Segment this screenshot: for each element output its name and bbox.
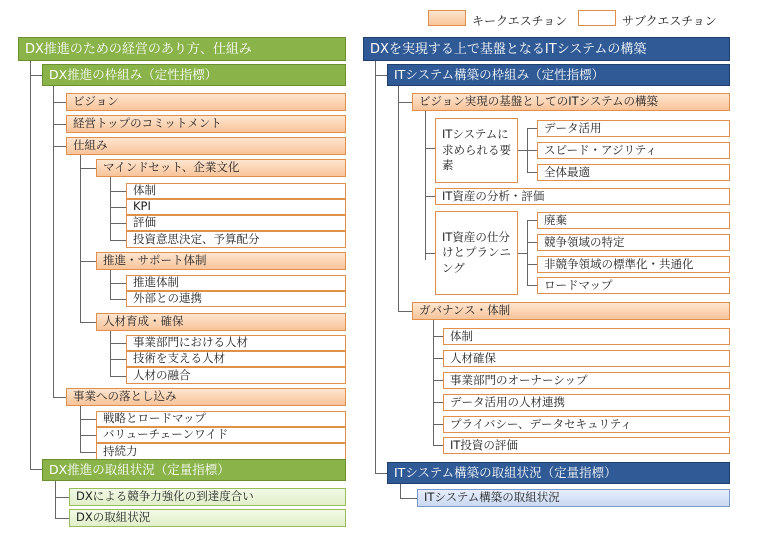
connector-line	[110, 299, 126, 300]
connector-line	[527, 285, 537, 286]
connector-line	[527, 220, 528, 285]
left-talent-item: 技術を支える人材	[126, 351, 346, 367]
right-governance-item: 人材確保	[443, 350, 730, 367]
connector-line	[30, 75, 42, 76]
connector-line	[110, 283, 126, 284]
connector-line	[110, 191, 126, 192]
left-business-item: バリューチェーンワイド	[96, 427, 346, 443]
left-business-item: 持続力	[96, 443, 346, 460]
connector-line	[518, 150, 527, 151]
connector-line	[110, 207, 126, 208]
right-planning-item: 競争領域の特定	[537, 234, 730, 251]
connector-line	[53, 397, 66, 398]
connector-line	[433, 336, 443, 337]
connector-line	[80, 155, 81, 322]
right-foundation: ビジョン実現の基盤としてのITシステムの構築	[412, 93, 730, 111]
connector-line	[80, 419, 96, 420]
connector-line	[375, 61, 376, 473]
connector-line	[398, 86, 399, 311]
left-support-item: 外部との連携	[126, 291, 346, 307]
left-talent-item: 事業部門における人材	[126, 335, 346, 351]
right-governance-item: プライバシー、データセキュリティ	[443, 416, 730, 433]
connector-line	[30, 469, 42, 470]
left-support-item: 推進体制	[126, 275, 346, 291]
connector-line	[375, 75, 387, 76]
left-mindset-item: 投資意思決定、予算配分	[126, 231, 346, 248]
connector-line	[433, 424, 443, 425]
connector-line	[53, 86, 54, 397]
connector-line	[527, 128, 537, 129]
connector-line	[527, 264, 537, 265]
connector-line	[433, 402, 443, 403]
connector-line	[518, 253, 527, 254]
right-governance-item: 体制	[443, 328, 730, 345]
connector-line	[55, 497, 69, 498]
right-governance-item: 事業部門のオーナーシップ	[443, 372, 730, 389]
connector-line	[110, 331, 111, 376]
connector-line	[110, 359, 126, 360]
connector-line	[110, 270, 111, 299]
connector-line	[110, 223, 126, 224]
connector-line	[375, 473, 387, 474]
right-title: DXを実現する上で基盤となるITシステムの構築	[363, 37, 730, 61]
legend-sub-label: サブクエスチョン	[622, 14, 717, 28]
left-status: DX推進の取組状況（定量指標）	[42, 459, 346, 481]
left-talent-item: 人材の融合	[126, 367, 346, 384]
connector-line	[398, 311, 412, 312]
right-planning-item: 非競争領域の標準化・共通化	[537, 256, 730, 273]
right-required-item: スピード・アジリティ	[537, 142, 730, 159]
connector-line	[527, 150, 537, 151]
left-status-item: DXの取組状況	[69, 509, 346, 527]
connector-line	[425, 253, 435, 254]
left-talent: 人材育成・確保	[96, 313, 346, 331]
left-support: 推進・サポート体制	[96, 252, 346, 270]
connector-line	[80, 261, 96, 262]
connector-line	[30, 61, 31, 469]
connector-line	[53, 124, 66, 125]
right-governance-item: IT投資の評価	[443, 437, 730, 454]
connector-line	[433, 380, 443, 381]
left-mindset-item: 評価	[126, 215, 346, 231]
right-status: ITシステム構築の取組状況（定量指標）	[387, 462, 730, 484]
right-governance-item: データ活用の人材連携	[443, 394, 730, 411]
legend-sub-swatch	[578, 10, 616, 26]
connector-line	[80, 168, 96, 169]
right-governance: ガバナンス・体制	[412, 302, 730, 320]
left-business: 事業への落とし込み	[66, 388, 346, 406]
right-analysis: IT資産の分析・評価	[435, 188, 730, 205]
connector-line	[425, 111, 426, 260]
connector-line	[110, 177, 111, 240]
connector-line	[527, 242, 537, 243]
right-required-item: 全体最適	[537, 164, 730, 181]
left-framework: DX推進の枠組み（定性指標）	[42, 64, 346, 86]
connector-line	[433, 445, 443, 446]
connector-line	[527, 220, 537, 221]
right-planning-item: ロードマップ	[537, 277, 730, 294]
connector-line	[110, 376, 126, 377]
connector-line	[110, 240, 126, 241]
left-mindset: マインドセット、企業文化	[96, 159, 346, 177]
connector-line	[425, 148, 435, 149]
connector-line	[55, 518, 69, 519]
connector-line	[400, 484, 401, 498]
left-mindset-item: 体制	[126, 183, 346, 199]
left-status-item: DXによる競争力強化の到達度合い	[69, 488, 346, 506]
connector-line	[433, 320, 434, 445]
right-framework: ITシステム構築の枠組み（定性指標）	[387, 64, 730, 86]
connector-line	[55, 479, 56, 518]
left-mechanism: 仕組み	[66, 137, 346, 155]
connector-line	[398, 102, 412, 103]
connector-line	[400, 498, 417, 499]
right-planning-item: 廃棄	[537, 212, 730, 229]
right-required-item: データ活用	[537, 120, 730, 137]
connector-line	[433, 358, 443, 359]
connector-line	[527, 172, 537, 173]
legend-key-label: キークエスチョン	[472, 14, 568, 28]
connector-line	[425, 196, 435, 197]
connector-line	[80, 452, 96, 453]
left-business-item: 戦略とロードマップ	[96, 411, 346, 427]
left-mindset-item: KPI	[126, 199, 346, 215]
connector-line	[110, 343, 126, 344]
left-title: DX推進のための経営のあり方、仕組み	[18, 37, 346, 61]
connector-line	[80, 435, 96, 436]
connector-line	[53, 102, 66, 103]
right-status-item: ITシステム構築の取組状況	[417, 489, 730, 507]
left-vision: ビジョン	[66, 93, 346, 111]
left-commitment: 経営トップのコミットメント	[66, 115, 346, 133]
right-planning: IT資産の仕分けとプランニング	[435, 211, 518, 295]
right-required: ITシステムに求められる要素	[435, 118, 518, 183]
connector-line	[80, 322, 96, 323]
legend-key-swatch	[428, 10, 466, 26]
connector-line	[53, 146, 66, 147]
connector-line	[80, 406, 81, 452]
